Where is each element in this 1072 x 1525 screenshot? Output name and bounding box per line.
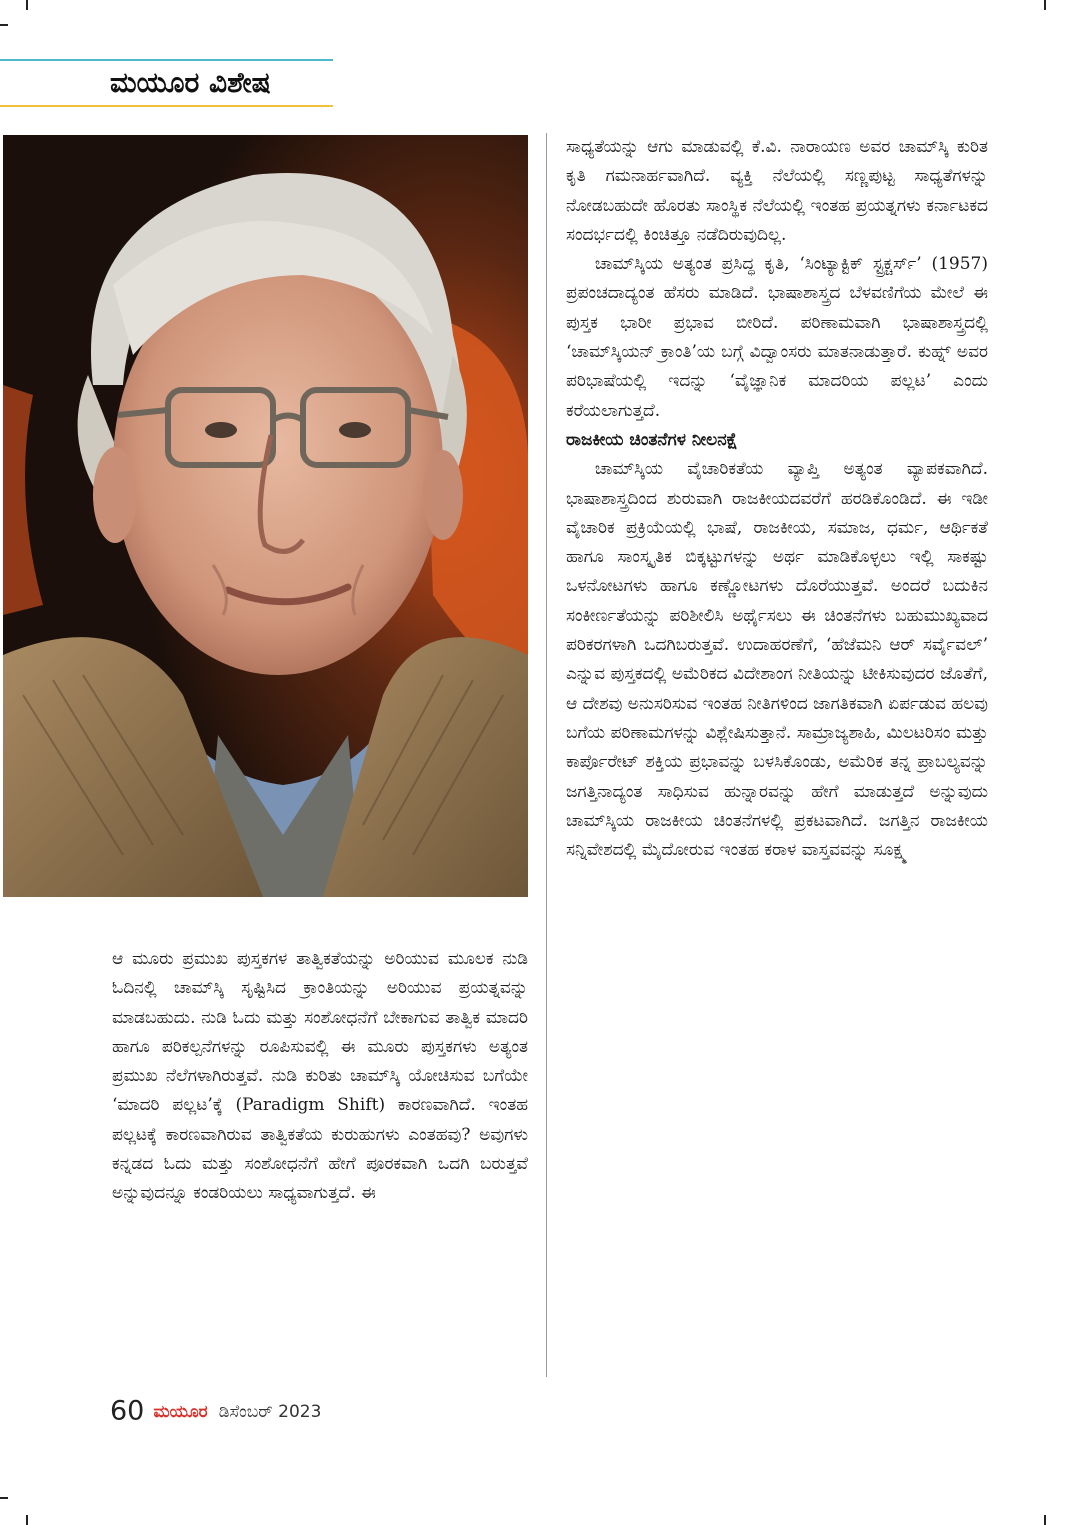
crop-mark-top-left	[26, 0, 28, 10]
section-accent-rule-top	[0, 59, 333, 61]
body-paragraph: ಚಾಮ್‌ಸ್ಕಿಯ ಅತ್ಯಂತ ಪ್ರಸಿದ್ಧ ಕೃತಿ, ‘ಸಿಂಟ್ಯಾಕ್ಟಿಕ್ ಸ್ಟ್ರಕ್ಚರ್ಸ್’ (1957) ಪ್ರಪಂಚದಾದ್ಯಂತ ಹೆಸರು ಮಾಡಿದೆ. ಭಾಷಾಶಾಸ್ತ್ರದ ಬೆಳವಣಿಗೆಯ ಮೇಲೆ ಈ ಪುಸ್ತಕ ಭಾರೀ ಪ್ರಭಾವ ಬೀರಿದೆ. ಪರಿಣಾಮವಾಗಿ ಭಾಷಾಶಾಸ್ತ್ರದಲ್ಲಿ ‘ಚಾಮ್‌ಸ್ಕಿಯನ್ ಕ್ರಾಂತಿ’ಯ ಬಗ್ಗೆ ವಿದ್ವಾಂಸರು ಮಾತನಾಡುತ್ತಾರೆ. ಕುಹ್ನ್ ಅವರ ಪರಿಭಾಷೆಯಲ್ಲಿ ಇದನ್ನು ‘ವೈಜ್ಞಾನಿಕ ಮಾದರಿಯ ಪಲ್ಲಟ’ ಎಂದು ಕರೆಯಲಾಗುತ್ತದೆ.	[566, 254, 988, 421]
crop-mark-bottom-left	[26, 1515, 28, 1525]
crop-mark-top-right	[1044, 0, 1046, 10]
body-paragraph: ಆ ಮೂರು ಪ್ರಮುಖ ಪುಸ್ತಕಗಳ ತಾತ್ವಿಕತೆಯನ್ನು ಅರಿಯುವ ಮೂಲಕ ನುಡಿ ಓದಿನಲ್ಲಿ ಚಾಮ್‌ಸ್ಕಿ ಸೃಷ್ಟಿಸಿದ ಕ್ರಾಂತಿಯನ್ನು ಅರಿಯುವ ಪ್ರಯತ್ನವನ್ನು ಮಾಡಬಹುದು. ನುಡಿ ಓದು ಮತ್ತು ಸಂಶೋಧನೆಗೆ ಬೇಕಾಗುವ ತಾತ್ವಿಕ ಮಾದರಿ ಹಾಗೂ ಪರಿಕಲ್ಪನೆಗಳನ್ನು ರೂಪಿಸುವಲ್ಲಿ ಈ ಮೂರು ಪುಸ್ತಕಗಳು ಅತ್ಯಂತ ಪ್ರಮುಖ ನೆಲೆಗಳಾಗಿರುತ್ತವೆ. ನುಡಿ ಕುರಿತು ಚಾಮ್‌ಸ್ಕಿ ಯೋಚಿಸುವ ಬಗೆಯೇ ‘ಮಾದರಿ ಪಲ್ಲಟ’ಕ್ಕೆ (Paradigm Shift) ಕಾರಣವಾಗಿದೆ. ಇಂತಹ ಪಲ್ಲಟಕ್ಕೆ ಕಾರಣವಾಗಿರುವ ತಾತ್ವಿಕತೆಯ ಕುರುಹುಗಳು ಎಂತಹವು? ಅವುಗಳು ಕನ್ನಡದ ಓದು ಮತ್ತು ಸಂಶೋಧನೆಗೆ ಹೇಗೆ ಪೂರಕವಾಗಿ ಒದಗಿ ಬರುತ್ತವೆ ಅನ್ನುವುದನ್ನೂ ಕಂಡರಿಯಲು ಸಾಧ್ಯವಾಗುತ್ತದೆ. ಈ	[112, 949, 528, 1204]
subheading: ರಾಜಕೀಯ ಚಿಂತನೆಗಳ ನೀಲನಕ್ಷೆ	[566, 429, 738, 450]
page-number: 60	[110, 1395, 145, 1427]
crop-mark-bottom-right	[1044, 1515, 1046, 1525]
crop-mark-left-lower	[0, 1497, 8, 1499]
body-paragraph: ಚಾಮ್‌ಸ್ಕಿಯ ವೈಚಾರಿಕತೆಯ ವ್ಯಾಪ್ತಿ ಅತ್ಯಂತ ವ್ಯಾಪಕವಾಗಿದೆ. ಭಾಷಾಶಾಸ್ತ್ರದಿಂದ ಶುರುವಾಗಿ ರಾಜಕೀಯದವರೆಗೆ ಹರಡಿಕೊಂಡಿದೆ. ಈ ಇಡೀ ವೈಚಾರಿಕ ಪ್ರಕ್ರಿಯೆಯಲ್ಲಿ ಭಾಷೆ, ರಾಜಕೀಯ, ಸಮಾಜ, ಧರ್ಮ, ಆರ್ಥಿಕತೆ ಹಾಗೂ ಸಾಂಸ್ಕೃತಿಕ ಬಿಕ್ಕಟ್ಟುಗಳನ್ನು ಅರ್ಥ ಮಾಡಿಕೊಳ್ಳಲು ಇಲ್ಲಿ ಸಾಕಷ್ಟು ಒಳನೋಟಗಳು ಹಾಗೂ ಕಣ್ಣೋಟಗಳು ದೊರೆಯುತ್ತವೆ. ಅಂದರೆ ಬದುಕಿನ ಸಂಕೀರ್ಣತೆಯನ್ನು ಪರಿಶೀಲಿಸಿ ಅರ್ಥೈಸಲು ಈ ಚಿಂತನೆಗಳು ಬಹುಮುಖ್ಯವಾದ ಪರಿಕರಗಳಾಗಿ ಒದಗಿಬರುತ್ತವೆ. ಉದಾಹರಣೆಗೆ, ‘ಹೆಜೆಮನಿ ಆರ್ ಸರ್ವೈವಲ್’ ಎನ್ನುವ ಪುಸ್ತಕದಲ್ಲಿ ಅಮೆರಿಕದ ವಿದೇಶಾಂಗ ನೀತಿಯನ್ನು ಟೀಕಿಸುವುದರ ಜೊತೆಗೆ, ಆ ದೇಶವು ಅನುಸರಿಸುವ ಇಂತಹ ನೀತಿಗಳಿಂದ ಜಾಗತಿಕವಾಗಿ ಏರ್ಪಡುವ ಹಲವು ಬಗೆಯ ಪರಿಣಾಮಗಳನ್ನು ವಿಶ್ಲೇಷಿಸುತ್ತಾನೆ. ಸಾಮ್ರಾಜ್ಯಶಾಹಿ, ಮಿಲಟರಿಸಂ ಮತ್ತು ಕಾರ್ಪೊರೇಟ್ ಶಕ್ತಿಯ ಪ್ರಭಾವನ್ನು ಬಳಸಿಕೊಂಡು, ಅಮೆರಿಕ ತನ್ನ ಪ್ರಾಬಲ್ಯವನ್ನು ಜಗತ್ತಿನಾದ್ಯಂತ ಸಾಧಿಸುವ ಹುನ್ನಾರವನ್ನು ಹೇಗೆ ಮಾಡುತ್ತದೆ ಅನ್ನುವುದು ಚಾಮ್‌ಸ್ಕಿಯ ರಾಜಕೀಯ ಚಿಂತನೆಗಳಲ್ಲಿ ಪ್ರಕಟವಾಗಿದೆ. ಜಗತ್ತಿನ ರಾಜಕೀಯ ಸನ್ನಿವೇಶದಲ್ಲಿ ಮೈದೋರುವ ಇಂತಹ ಕರಾಳ ವಾಸ್ತವವನ್ನು ಸೂಕ್ಷ್ಮ	[566, 459, 988, 861]
magazine-logo: ಮಯೂರ	[153, 1401, 208, 1422]
section-accent-rule-bottom	[0, 105, 333, 107]
article-column-left	[112, 945, 528, 1209]
crop-mark-left-upper	[0, 24, 8, 26]
body-paragraph: ಸಾಧ್ಯತೆಯನ್ನು ಆಗು ಮಾಡುವಲ್ಲಿ ಕೆ.ವಿ. ನಾರಾಯಣ ಅವರ ಚಾಮ್‌ಸ್ಕಿ ಕುರಿತ ಕೃತಿ ಗಮನಾರ್ಹವಾಗಿದೆ. ವ್ಯಕ್ತಿ ನೆಲೆಯಲ್ಲಿ ಸಣ್ಣಪುಟ್ಟ ಸಾಧ್ಯತೆಗಳನ್ನು ನೋಡಬಹುದೇ ಹೊರತು ಸಾಂಸ್ಥಿಕ ನೆಲೆಯಲ್ಲಿ ಇಂತಹ ಪ್ರಯತ್ನಗಳು ಕರ್ನಾಟಕದ ಸಂದರ್ಭದಲ್ಲಿ ಕಿಂಚಿತ್ತೂ ನಡೆದಿರುವುದಿಲ್ಲ.	[566, 137, 988, 245]
portrait-photo	[3, 135, 528, 897]
column-divider	[546, 133, 547, 1377]
page-footer	[110, 1394, 321, 1428]
issue-date: ಡಿಸೆಂಬರ್ 2023	[218, 1401, 322, 1422]
portrait-photo-icon	[3, 135, 528, 897]
section-title: ಮಯೂರ ವಿಶೇಷ	[110, 66, 271, 99]
article-column-right	[566, 133, 988, 865]
